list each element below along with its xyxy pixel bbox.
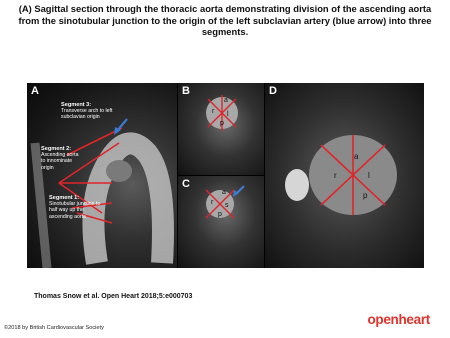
segment-1-label: Segment 1: Sinotubular junction to half way up the ascending aorta <box>49 195 101 220</box>
panel-d <box>265 83 424 268</box>
measure-label: a <box>222 189 226 196</box>
blue-arrow-icon <box>233 186 244 197</box>
blue-arrow-icon <box>114 119 127 135</box>
citation: Thomas Snow et al. Open Heart 2018;5:e000703 <box>34 293 193 300</box>
panel-c <box>178 176 264 268</box>
measure-label: r <box>334 171 337 180</box>
measure-label: l <box>368 171 370 180</box>
openheart-logo: openheart <box>367 312 430 327</box>
figure-caption: (A) Sagittal section through the thoracic aorta demonstrating division of the ascending aorta from the sinotubular junction to the origin of the left subclavian artery (blue arrow) into three segments. <box>18 3 432 38</box>
measure-label: p <box>218 211 222 218</box>
segment-2-label: Segment 2: Ascending aorta to innominate origin <box>41 146 79 171</box>
panel-letter: A <box>31 85 39 97</box>
figure-image <box>27 83 424 268</box>
measure-label: s <box>225 202 229 209</box>
panel-c-scan <box>178 176 264 268</box>
panel-b <box>178 83 264 175</box>
copyright: ©2018 by British Cardiovascular Society <box>4 325 104 331</box>
measure-label: p <box>220 120 224 127</box>
measure-label: p <box>363 191 368 200</box>
panel-b-scan <box>178 83 264 175</box>
panel-letter: D <box>269 85 277 97</box>
measure-label: a <box>354 152 359 161</box>
measure-label: a <box>224 97 228 104</box>
segment-3-label: Segment 3: Transverse arch to left subclavian origin <box>61 102 113 121</box>
measure-label: l <box>227 111 229 118</box>
panel-a <box>27 83 177 268</box>
measure-label: r <box>211 199 214 206</box>
panel-letter: B <box>182 85 190 97</box>
panel-letter: C <box>182 178 190 190</box>
panel-d-scan <box>265 83 424 268</box>
measure-label: r <box>212 108 215 115</box>
